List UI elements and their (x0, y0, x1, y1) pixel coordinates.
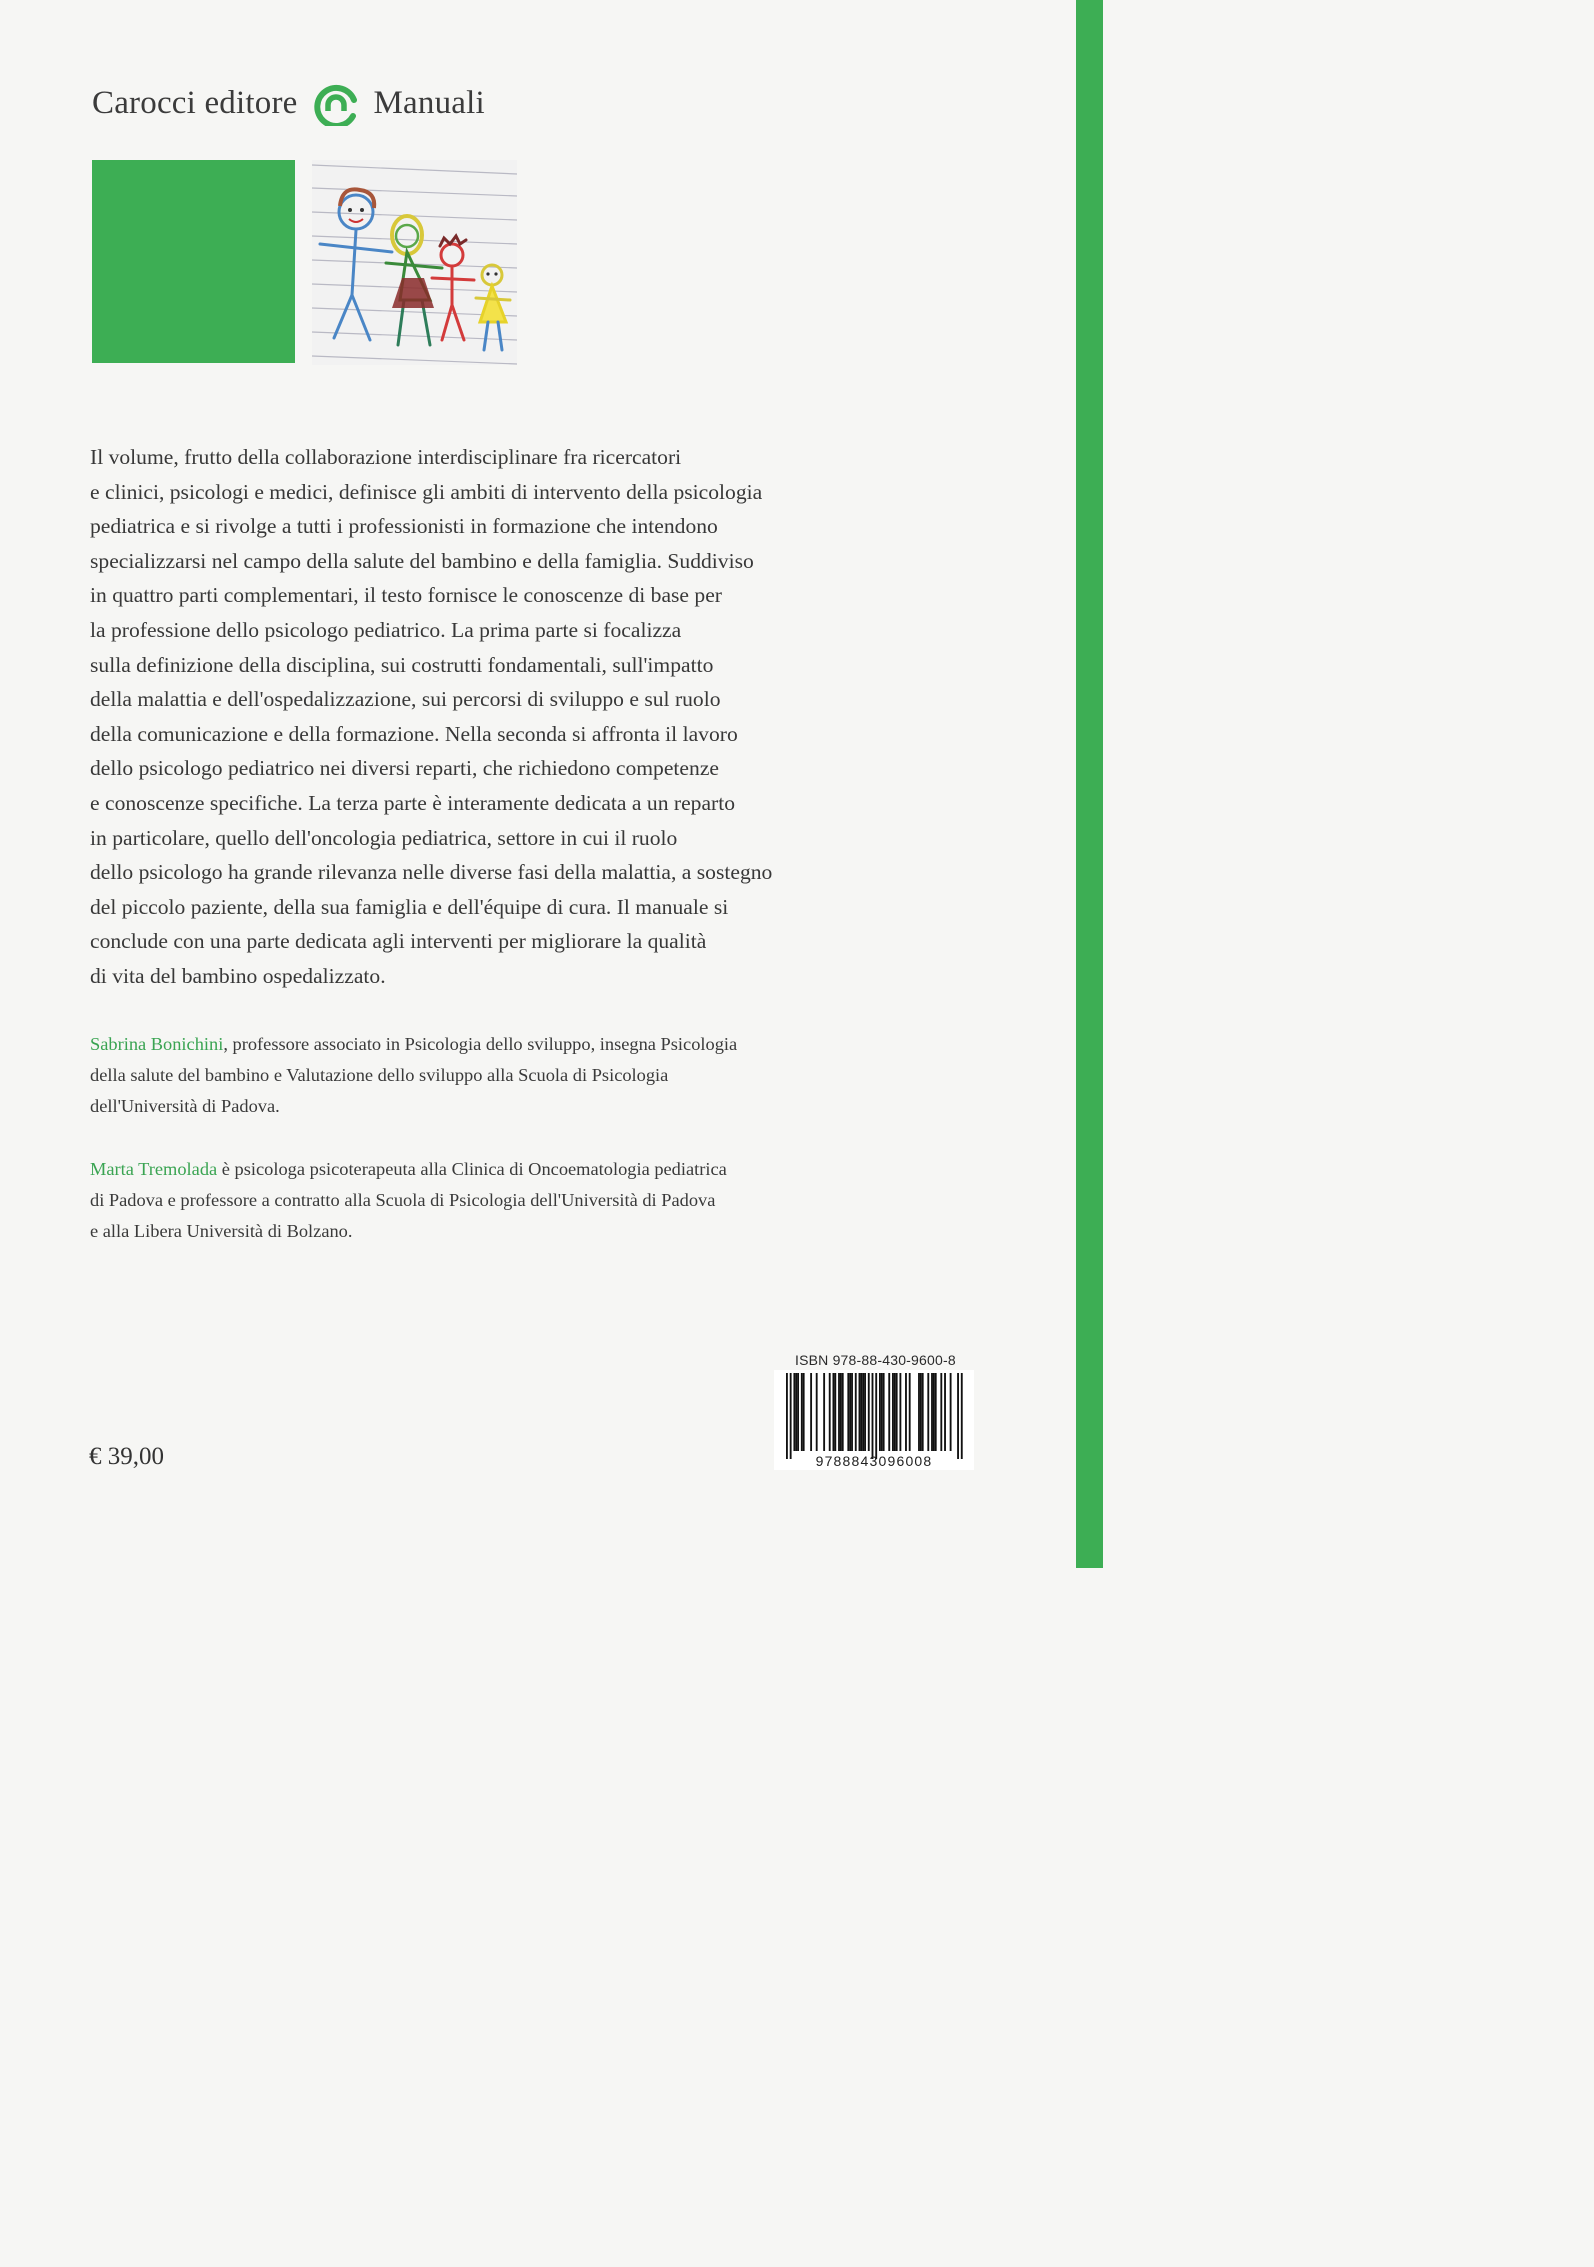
barcode-bar (810, 1373, 812, 1451)
barcode-bar (918, 1373, 920, 1451)
barcode-bar (829, 1373, 831, 1451)
description-line: dello psicologo ha grande rilevanza nelle diverse fasi della malattia, a sostegno (90, 860, 773, 885)
description-line: pediatrica e si rivolge a tutti i professionisti in formazione che intendono (90, 514, 718, 539)
barcode-bar (881, 1373, 883, 1451)
author-bio-tremolada (90, 1154, 980, 1247)
barcode-bar (834, 1373, 836, 1451)
barcode-bar (847, 1373, 849, 1451)
green-spine-strip (1076, 0, 1103, 1568)
author-bio-text: è psicologa psicoterapeuta alla Clinica di Oncoematologia pediatrica (217, 1159, 727, 1179)
barcode-bar (797, 1373, 799, 1451)
description-line: del piccolo paziente, della sua famiglia e dell'équipe di cura. Il manuale si (90, 894, 729, 919)
barcode-bar (961, 1373, 963, 1459)
barcode-bar (933, 1373, 935, 1451)
barcode-bar (922, 1373, 924, 1451)
author-name: Sabrina Bonichini (90, 1034, 224, 1054)
barcode-bar (793, 1373, 795, 1451)
author-name: Marta Tremolada (90, 1159, 218, 1179)
green-cover-block (92, 160, 295, 363)
barcode-bar (851, 1373, 853, 1451)
barcode-bar (888, 1373, 890, 1451)
author-bio-first-line (90, 1154, 980, 1185)
barcode-bar (859, 1373, 861, 1451)
book-description (90, 440, 970, 994)
carocci-at-logo-icon (313, 80, 359, 126)
description-line: della comunicazione e della formazione. Nella seconda si affronta il lavoro (90, 721, 738, 746)
author-bio-bonichini (90, 1029, 980, 1122)
barcode-bar (944, 1373, 946, 1451)
author-bio-line: dell'Università di Padova. (90, 1096, 280, 1116)
author-bio-line: di Padova e professore a contratto alla Scuola di Psicologia dell'Università di Padova (90, 1190, 716, 1210)
publisher-header (92, 78, 485, 128)
description-line: di vita del bambino ospedalizzato. (90, 963, 386, 988)
price: € 39,00 (89, 1443, 164, 1470)
barcode-bar (862, 1373, 864, 1451)
author-bio-text: , professore associato in Psicologia dello sviluppo, insegna Psicologia (223, 1034, 738, 1054)
barcode-bar (838, 1373, 840, 1451)
barcode-bar (849, 1373, 851, 1451)
barcode-bar (855, 1373, 857, 1451)
barcode-bar (899, 1373, 901, 1451)
description-line: specializzarsi nel campo della salute del bambino e della famiglia. Suddiviso (90, 548, 754, 573)
child-family-drawing-icon (312, 160, 517, 365)
barcode-bar (833, 1373, 835, 1451)
barcode-bar (931, 1373, 933, 1451)
author-bio-first-line (90, 1029, 980, 1060)
barcode-bar (872, 1373, 874, 1459)
series-name: Manuali (373, 84, 485, 121)
barcode-bar (892, 1373, 894, 1451)
author-bio-line: e alla Libera Università di Bolzano. (90, 1221, 353, 1241)
barcode-bar (790, 1373, 792, 1459)
barcode-bar (875, 1373, 877, 1459)
publisher-name: Carocci editore (92, 84, 298, 121)
barcode-bar (927, 1373, 929, 1451)
description-line: e conoscenze specifiche. La terza parte è interamente dedicata a un reparto (90, 790, 736, 815)
description-line: la professione dello psicologo pediatrico. La prima parte si focalizza (90, 617, 682, 642)
description-line: conclude con una parte dedicata agli interventi per migliorare la qualità (90, 929, 707, 954)
barcode-bar (823, 1373, 825, 1451)
description-line: della malattia e dell'ospedalizzazione, sui percorsi di sviluppo e sul ruolo (90, 687, 721, 712)
barcode-bar (905, 1373, 907, 1451)
barcode-bar (860, 1373, 862, 1451)
barcode-bar (950, 1373, 952, 1451)
barcode-bar (940, 1373, 942, 1451)
description-line: in quattro parti complementari, il testo fornisce le conoscenze di base per (90, 583, 722, 608)
description-line: e clinici, psicologi e medici, definisce gli ambiti di intervento della psicologia (90, 479, 763, 504)
barcode-bar (868, 1373, 870, 1451)
barcode-bar (920, 1373, 922, 1451)
description-line: dello psicologo pediatrico nei diversi reparti, che richiedono competenze (90, 756, 719, 781)
barcode-bar (879, 1373, 881, 1451)
barcode-bar (894, 1373, 896, 1451)
isbn-label: ISBN 978-88-430-9600-8 (795, 1352, 956, 1368)
barcode-bar (803, 1373, 805, 1451)
barcode-bar (840, 1373, 842, 1451)
isbn-barcode (774, 1370, 974, 1470)
barcode-bar (896, 1373, 898, 1451)
barcode-bar (786, 1373, 788, 1459)
barcode-bar (957, 1373, 959, 1459)
barcode-bar (935, 1373, 937, 1451)
barcode-bar (816, 1373, 818, 1451)
description-line: sulla definizione della disciplina, sui costrutti fondamentali, sull'impatto (90, 652, 714, 677)
barcode-bar (909, 1373, 911, 1451)
description-line: Il volume, frutto della collaborazione interdisciplinare fra ricercatori (90, 445, 682, 469)
barcode-bar (883, 1373, 885, 1451)
author-bio-line: della salute del bambino e Valutazione dello sviluppo alla Scuola di Psicologia (90, 1065, 669, 1085)
barcode-bar (801, 1373, 803, 1451)
barcode-bar (795, 1373, 797, 1451)
description-line: in particolare, quello dell'oncologia pediatrica, settore in cui il ruolo (90, 825, 678, 850)
barcode-digits: 9788843096008 (815, 1453, 933, 1469)
barcode-bar (842, 1373, 844, 1451)
barcode-bar (864, 1373, 866, 1451)
